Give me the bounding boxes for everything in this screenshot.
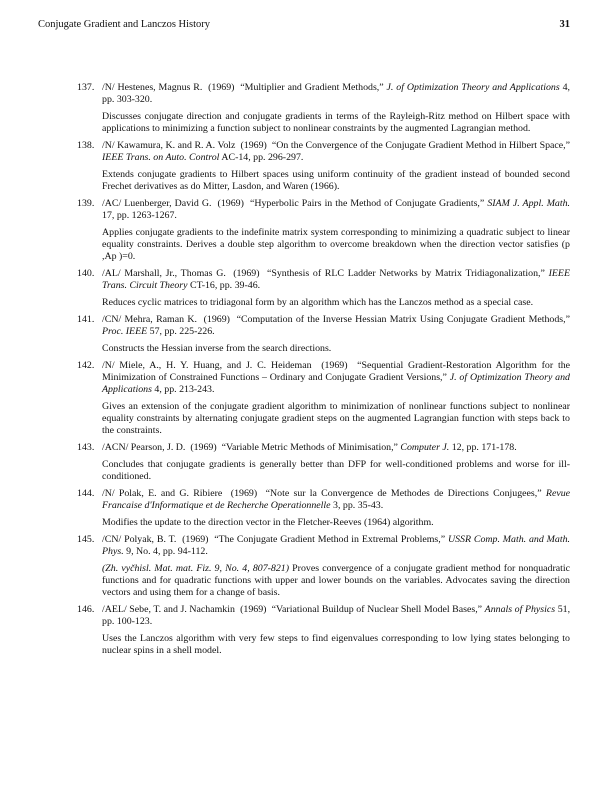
annotation-text: Proves convergence of a conjugate gradient method for nonquadratic functions and for quadratic functions with upper and lower bounds on the variables. Advocates saving the direction vectors and using them for a change of basis. <box>102 563 570 598</box>
citation-details: 12, pp. 171-178. <box>451 442 517 453</box>
annotation <box>102 227 570 263</box>
citation-authors: /AL/ Marshall, Jr., Thomas G. <box>102 268 226 279</box>
citation-venue: J. of Optimization Theory and Applications <box>386 82 560 93</box>
running-title: Conjugate Gradient and Lanczos History <box>38 19 211 30</box>
citation <box>102 140 570 164</box>
entry-number: 144. <box>77 488 95 499</box>
citation-details: 4, pp. 213-243. <box>154 384 215 395</box>
page-header <box>38 19 570 30</box>
bibliography-entry <box>77 140 570 193</box>
citation-year: (1969) <box>182 534 209 545</box>
annotation <box>102 297 570 309</box>
citation-title: “Sequential Gradient-Restoration Algorithm for the Minimization of Constrained Functions – Ordinary and Conjugate Gradient Versions,” <box>102 360 571 383</box>
bibliography-list <box>77 82 570 662</box>
citation-year: (1969) <box>240 140 267 151</box>
annotation-text: Discusses conjugate direction and conjugate gradients in terms of the Rayleigh-Ritz method on Hilbert space with applications to minimizing a function subject to nonlinear constraints by the augmented Lagrangian method. <box>102 111 570 134</box>
citation-year: (1969) <box>208 82 235 93</box>
annotation-text: Gives an extension of the conjugate gradient algorithm to minimization of nonlinear functions subject to nonlinear equality constraints by alternating conjugate gradient steps on the augmented Lagrangian function with steps back to the constraints. <box>102 401 570 436</box>
citation-year: (1969) <box>217 198 244 209</box>
citation <box>102 268 570 292</box>
citation-details: 57, pp. 225-226. <box>149 326 215 337</box>
annotation-text: Applies conjugate gradients to the indefinite matrix system corresponding to minimizing a quadratic subject to linear equality constraints. Derives a double step algorithm to overcome breakdown when the direction vector satisfies (p ,Ap )=0. <box>102 227 570 262</box>
annotation-text: Uses the Lanczos algorithm with very few steps to find eigenvalues corresponding to low lying states belonging to nuclear spins in a shell model. <box>102 633 570 656</box>
citation-authors: /CN/ Mehra, Raman K. <box>102 314 197 325</box>
citation-details: 51, pp. 100-123. <box>102 604 571 627</box>
citation-year: (1969) <box>190 442 217 453</box>
citation-title: “Variational Buildup of Nuclear Shell Model Bases,” <box>271 604 483 615</box>
annotation-text: Reduces cyclic matrices to tridiagonal form by an algorithm which has the Lanczos method as a special case. <box>102 297 534 308</box>
citation-title: “The Conjugate Gradient Method in Extremal Problems,” <box>214 534 446 545</box>
citation-title: “On the Convergence of the Conjugate Gradient Method in Hilbert Space,” <box>271 140 571 151</box>
page-number: 31 <box>559 19 570 30</box>
citation-year: (1969) <box>240 604 267 615</box>
entry-number: 141. <box>77 314 95 325</box>
citation-authors: /CN/ Polyak, B. T. <box>102 534 177 545</box>
citation-venue: IEEE Trans. Circuit Theory <box>102 268 570 291</box>
citation-title: “Computation of the Inverse Hessian Matrix Using Conjugate Gradient Methods,” <box>236 314 571 325</box>
entry-number: 137. <box>77 82 95 93</box>
citation-details: 3, pp. 35-43. <box>333 500 384 511</box>
citation-authors: /N/ Miele, A., H. Y. Huang, and J. C. Heideman <box>102 360 312 371</box>
citation-venue: J. of Optimization Theory and Applications <box>102 372 570 395</box>
citation-details: CT-16, pp. 39-46. <box>189 280 261 291</box>
citation-year: (1969) <box>233 268 260 279</box>
citation <box>102 442 570 454</box>
entry-number: 146. <box>77 604 95 615</box>
annotation-text: Constructs the Hessian inverse from the search directions. <box>102 343 332 354</box>
citation-venue: SIAM J. Appl. Math. <box>487 198 571 209</box>
annotation <box>102 111 570 135</box>
annotation <box>102 517 570 529</box>
citation-venue: Proc. IEEE <box>102 326 148 337</box>
citation <box>102 360 570 396</box>
bibliography-entry <box>77 82 570 135</box>
annotation <box>102 169 570 193</box>
citation-year: (1969) <box>203 314 230 325</box>
citation <box>102 488 570 512</box>
citation-venue: Computer J. <box>400 442 450 453</box>
bibliography-entry <box>77 314 570 355</box>
citation-venue: IEEE Trans. on Auto. Control <box>102 152 220 163</box>
bibliography-entry <box>77 534 570 599</box>
annotation <box>102 459 570 483</box>
entry-number: 142. <box>77 360 95 371</box>
entry-number: 143. <box>77 442 95 453</box>
citation-title: “Variable Metric Methods of Minimisation,” <box>221 442 398 453</box>
citation-venue: Annals of Physics <box>484 604 556 615</box>
annotation-text: Extends conjugate gradients to Hilbert spaces using uniform continuity of the gradient instead of bounded second Frechet derivatives as do Mitter, Lasdon, and Waren (1966). <box>102 169 570 192</box>
citation-authors: /AC/ Luenberger, David G. <box>102 198 212 209</box>
citation-title: “Multiplier and Gradient Methods,” <box>240 82 384 93</box>
entry-number: 138. <box>77 140 95 151</box>
citation <box>102 82 570 106</box>
citation-venue: Revue Francaise d'Informatique et de Recherche Operationnelle <box>102 488 571 511</box>
citation-details: 9, No. 4, pp. 94-112. <box>126 546 208 557</box>
bibliography-entry <box>77 198 570 263</box>
annotation-text: Concludes that conjugate gradients is generally better than DFP for well-conditioned problems and worse for ill-conditioned. <box>102 459 570 482</box>
bibliography-entry <box>77 268 570 309</box>
citation-authors: /N/ Hestenes, Magnus R. <box>102 82 203 93</box>
citation-details: AC-14, pp. 296-297. <box>221 152 304 163</box>
annotation <box>102 633 570 657</box>
entry-number: 145. <box>77 534 95 545</box>
citation-venue: USSR Comp. Math. and Math. Phys. <box>102 534 570 557</box>
citation-title: “Synthesis of RLC Ladder Networks by Matrix Tridiagonalization,” <box>266 268 545 279</box>
entry-number: 140. <box>77 268 95 279</box>
bibliography-entry <box>77 488 570 529</box>
bibliography-entry <box>77 604 570 657</box>
annotation-text: Modifies the update to the direction vector in the Fletcher-Reeves (1964) algorithm. <box>102 517 434 528</box>
annotation <box>102 401 570 437</box>
bibliography-entry <box>77 442 570 483</box>
citation-title: “Note sur la Convergence de Methodes de Directions Conjugees,” <box>265 488 542 499</box>
entry-number: 139. <box>77 198 95 209</box>
citation-title: “Hyperbolic Pairs in the Method of Conjugate Gradients,” <box>249 198 485 209</box>
citation-year: (1969) <box>230 488 258 499</box>
citation <box>102 534 570 558</box>
annotation-prefix: (Zh. vyčhisl. Mat. mat. Fiz. 9, No. 4, 807-821) <box>102 563 290 574</box>
citation <box>102 198 570 222</box>
citation-year: (1969) <box>321 360 348 371</box>
annotation <box>102 563 570 599</box>
bibliography-entry <box>77 360 570 437</box>
citation-details: 4, pp. 303-320. <box>102 82 571 105</box>
citation-authors: /AEL/ Sebe, T. and J. Nachamkin <box>102 604 235 615</box>
citation-details: 17, pp. 1263-1267. <box>102 210 177 221</box>
annotation <box>102 343 570 355</box>
citation-authors: /ACN/ Pearson, J. D. <box>102 442 186 453</box>
citation <box>102 314 570 338</box>
citation <box>102 604 570 628</box>
citation-authors: /N/ Kawamura, K. and R. A. Volz <box>102 140 236 151</box>
citation-authors: /N/ Polak, E. and G. Ribiere <box>102 488 223 499</box>
